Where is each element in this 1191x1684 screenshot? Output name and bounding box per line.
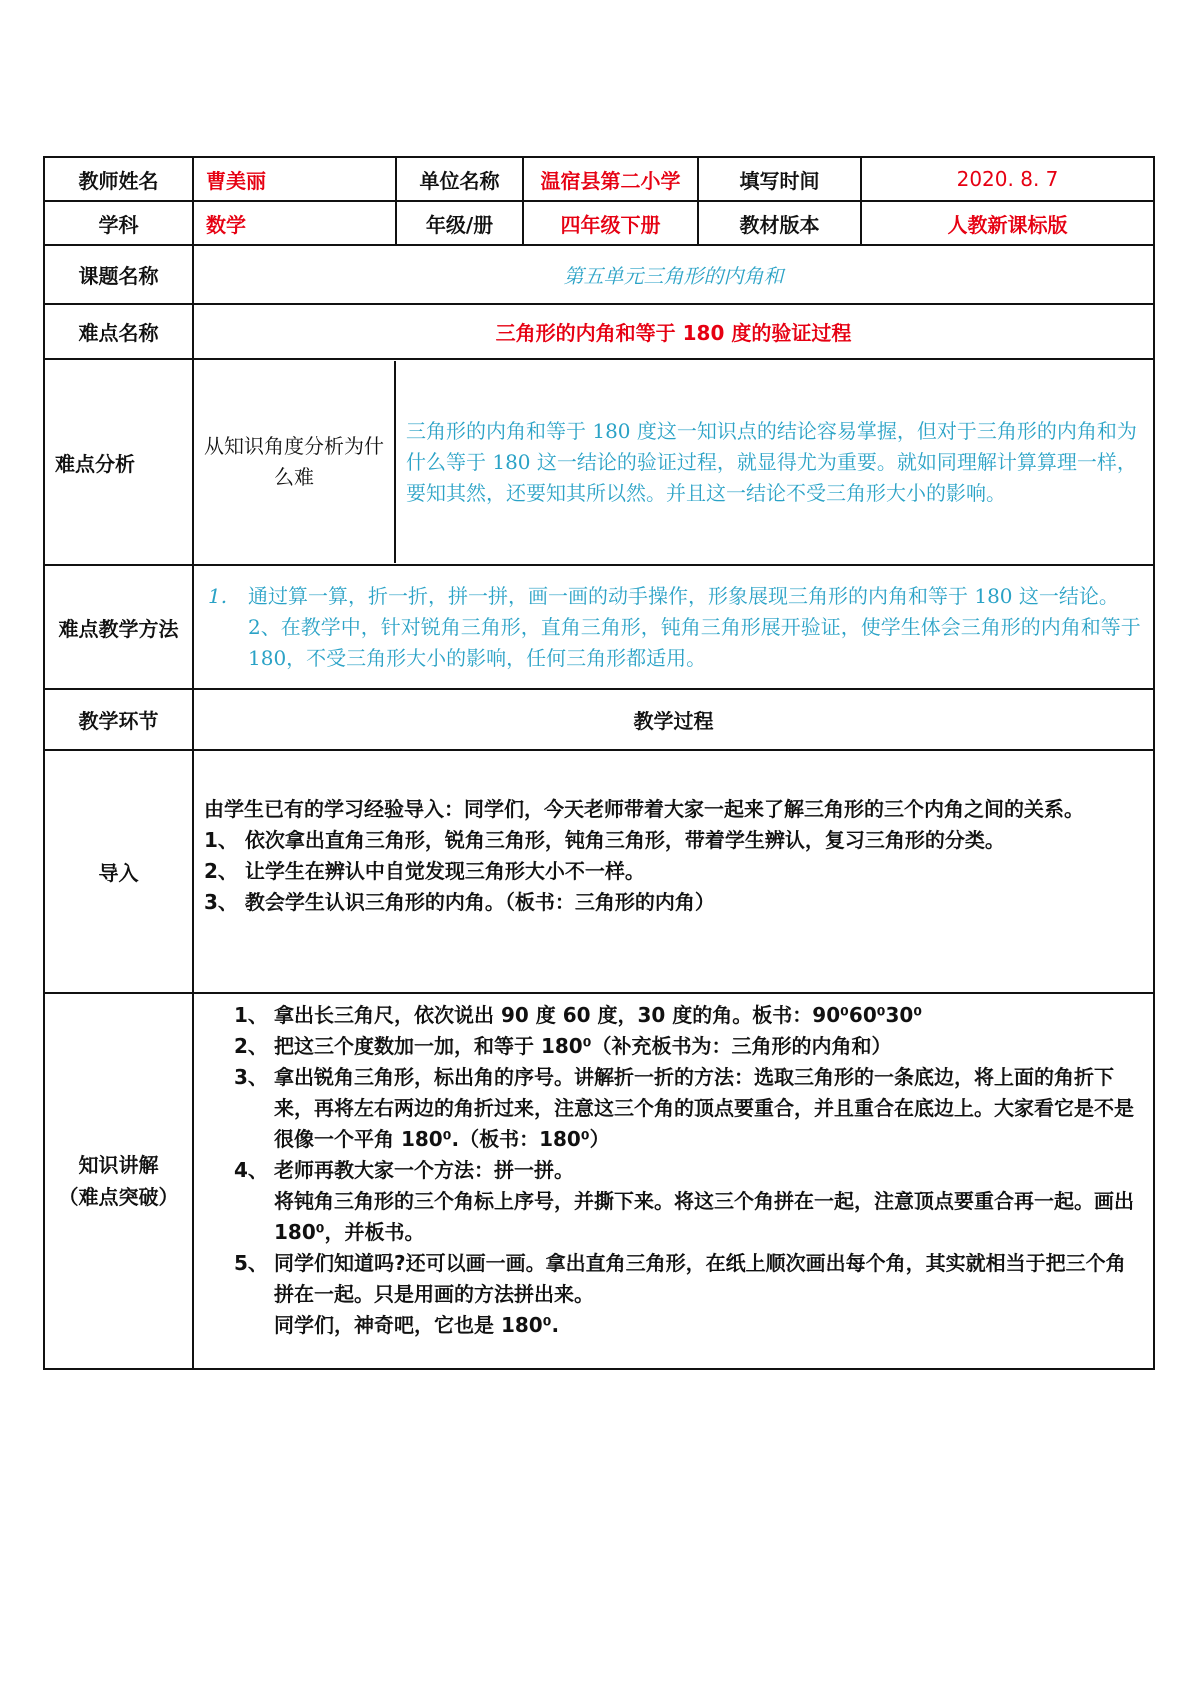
analysis-label: 难点分析 bbox=[44, 359, 193, 565]
subject-label: 学科 bbox=[44, 201, 193, 245]
knowledge-item-number: 3、 bbox=[234, 1065, 268, 1089]
topic-row bbox=[44, 245, 1154, 304]
date-value: 2020. 8. 7 bbox=[861, 157, 1154, 201]
knowledge-item bbox=[234, 1000, 1143, 1031]
knowledge-item bbox=[234, 1155, 1143, 1186]
unit-value: 温宿县第二小学 bbox=[523, 157, 698, 201]
knowledge-label-line1: 知识讲解 bbox=[78, 1153, 159, 1177]
knowledge-item-text: 拿出长三角尺，依次说出 90 度 60 度，30 度的角。板书：90⁰60⁰30⁰ bbox=[274, 1003, 923, 1027]
knowledge-label-line2: （难点突破） bbox=[58, 1185, 179, 1209]
lesson-plan-table bbox=[43, 156, 1155, 1370]
method-text: 通过算一算，折一折，拼一拼，画一画的动手操作，形象展现三角形的内角和等于 180 这一结论。2、在教学中，针对锐角三角形，直角三角形，钝角三角形展开验证，使学生体会三角形的内角和等于 180，不受三角形大小的影响，任何三角形都适用。 bbox=[248, 583, 1141, 670]
topic-value: 第五单元三角形的内角和 bbox=[193, 245, 1154, 304]
knowledge-label bbox=[44, 993, 193, 1369]
method-label: 难点教学方法 bbox=[44, 565, 193, 689]
header-row-2 bbox=[44, 201, 1154, 245]
intro-list bbox=[204, 794, 1143, 918]
method-row bbox=[44, 565, 1154, 689]
knowledge-item bbox=[234, 1062, 1143, 1155]
subject-value: 数学 bbox=[193, 201, 396, 245]
header-row-1 bbox=[44, 157, 1154, 201]
date-label: 填写时间 bbox=[698, 157, 861, 201]
intro-line: 1、 依次拿出直角三角形，锐角三角形，钝角三角形，带着学生辨认，复习三角形的分类。 bbox=[204, 828, 1005, 852]
knowledge-item-number: 1、 bbox=[234, 1003, 268, 1027]
intro-cell bbox=[193, 750, 1154, 993]
method-marker: 1. bbox=[208, 583, 228, 608]
knowledge-item-number: 5、 bbox=[234, 1251, 268, 1275]
intro-line: 由学生已有的学习经验导入：同学们，今天老师带着大家一起来了解三角形的三个内角之间的关系。 bbox=[204, 797, 1084, 821]
edition-value: 人教新课标版 bbox=[861, 201, 1154, 245]
grade-label: 年级/册 bbox=[396, 201, 523, 245]
knowledge-item-text: 同学们知道吗?还可以画一画。拿出直角三角形，在纸上顺次画出每个角，其实就相当于把三个角拼在一起。只是用画的方法拼出来。 bbox=[274, 1251, 1126, 1306]
difficulty-row bbox=[44, 304, 1154, 359]
difficulty-label: 难点名称 bbox=[44, 304, 193, 359]
process-left-label: 教学环节 bbox=[44, 689, 193, 750]
unit-label: 单位名称 bbox=[396, 157, 523, 201]
knowledge-item5-extra: 同学们，神奇吧，它也是 180⁰. bbox=[274, 1313, 560, 1337]
lesson-plan-sheet bbox=[43, 156, 1153, 1370]
process-header-row bbox=[44, 689, 1154, 750]
knowledge-item-text: 拿出锐角三角形，标出角的序号。讲解折一折的方法：选取三角形的一条底边，将上面的角折下来，再将左右两边的角折过来，注意这三个角的顶点要重合，并且重合在底边上。大家看它是不是很像一个平角 180⁰.（板书：180⁰） bbox=[274, 1065, 1134, 1151]
analysis-sub-label: 从知识角度分析为什么难 bbox=[194, 361, 395, 563]
intro-label: 导入 bbox=[44, 750, 193, 993]
knowledge-item-number: 2、 bbox=[234, 1034, 268, 1058]
method-cell bbox=[193, 565, 1154, 689]
knowledge-item bbox=[234, 1248, 1143, 1310]
intro-row bbox=[44, 750, 1154, 993]
difficulty-value: 三角形的内角和等于 180 度的验证过程 bbox=[193, 304, 1154, 359]
knowledge-row bbox=[44, 993, 1154, 1369]
teacher-value: 曹美丽 bbox=[193, 157, 396, 201]
knowledge-item-text: 老师再教大家一个方法：拼一拼。 bbox=[274, 1158, 574, 1182]
topic-label: 课题名称 bbox=[44, 245, 193, 304]
grade-value: 四年级下册 bbox=[523, 201, 698, 245]
process-right-label: 教学过程 bbox=[193, 689, 1154, 750]
knowledge-item-text: 把这三个度数加一加，和等于 180⁰（补充板书为：三角形的内角和） bbox=[274, 1034, 892, 1058]
knowledge-item4-extra: 将钝角三角形的三个角标上序号，并撕下来。将这三个角拼在一起，注意顶点要重合再一起。画出 180⁰，并板书。 bbox=[274, 1189, 1134, 1244]
analysis-inner-table bbox=[194, 361, 1153, 563]
knowledge-cell bbox=[193, 993, 1154, 1369]
knowledge-item-number: 4、 bbox=[234, 1158, 268, 1182]
analysis-row bbox=[44, 359, 1154, 565]
analysis-cell bbox=[193, 359, 1154, 565]
intro-line: 2、 让学生在辨认中自觉发现三角形大小不一样。 bbox=[204, 859, 645, 883]
knowledge-item bbox=[234, 1031, 1143, 1062]
analysis-text: 三角形的内角和等于 180 度这一知识点的结论容易掌握，但对于三角形的内角和为什么等于 180 这一结论的验证过程，就显得尤为重要。就如同理解计算算理一样，要知其然，还要知其所以然。并且这一结论不受三角形大小的影响。 bbox=[406, 418, 1137, 505]
teacher-label: 教师姓名 bbox=[44, 157, 193, 201]
edition-label: 教材版本 bbox=[698, 201, 861, 245]
intro-line: 3、 教会学生认识三角形的内角。（板书：三角形的内角） bbox=[204, 890, 715, 914]
